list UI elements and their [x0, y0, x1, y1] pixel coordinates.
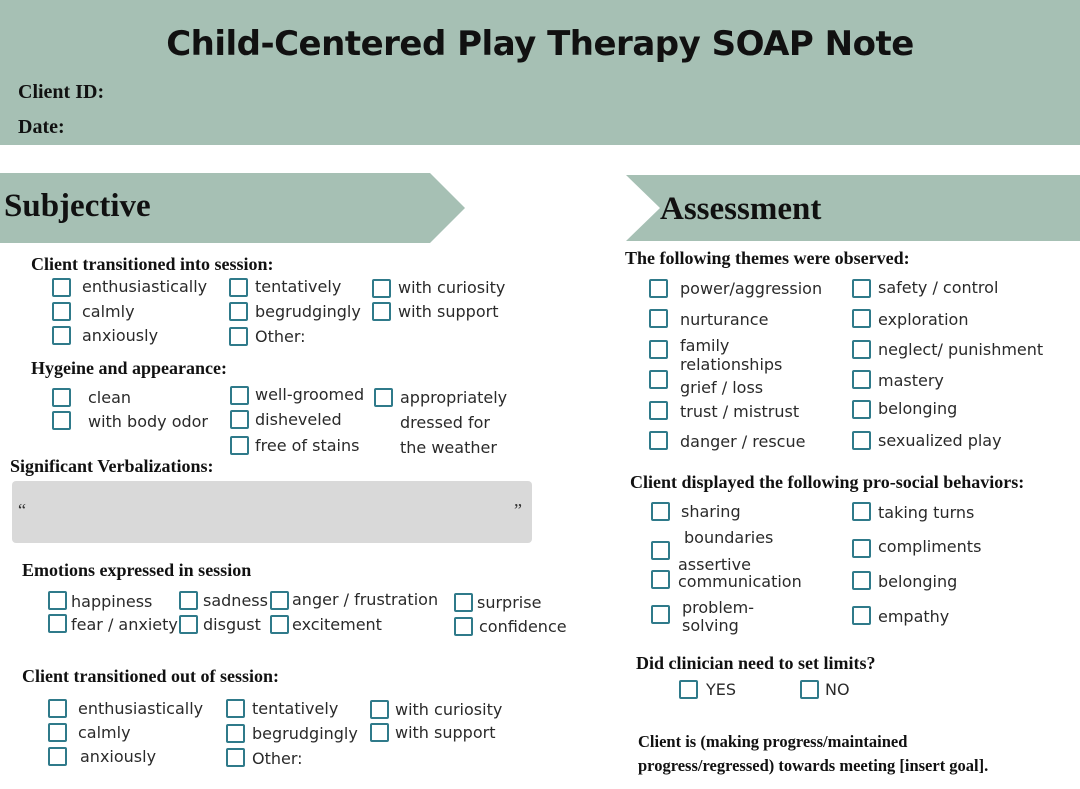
option-label: with support — [398, 302, 499, 321]
option-label: with body odor — [88, 412, 208, 431]
option-label: danger / rescue — [680, 432, 806, 451]
theme-trust-checkbox[interactable] — [649, 401, 668, 420]
limits-yes-checkbox[interactable] — [679, 680, 698, 699]
prosocial-compliments-checkbox[interactable] — [852, 539, 871, 558]
option-label: trust / mistrust — [680, 402, 800, 421]
theme-sexualized-play-checkbox[interactable] — [852, 431, 871, 450]
option-label: grief / loss — [680, 378, 764, 397]
hygiene-disheveled-checkbox[interactable] — [230, 410, 249, 429]
theme-power-checkbox[interactable] — [649, 279, 668, 298]
theme-nurturance-checkbox[interactable] — [649, 309, 668, 328]
option-label: free of stains — [255, 436, 360, 455]
hygiene-label: Hygeine and appearance: — [31, 358, 227, 378]
option-label: assertive — [678, 555, 751, 574]
transition-in-enthusiastically-checkbox[interactable] — [52, 278, 71, 297]
option-label: mastery — [878, 371, 944, 390]
theme-neglect-checkbox[interactable] — [852, 340, 871, 359]
transition-in-label: Client transitioned into session: — [31, 254, 274, 274]
option-label: begrudgingly — [255, 302, 361, 321]
limits-yes-label: YES — [706, 680, 737, 699]
transition-out-calmly-checkbox[interactable] — [48, 723, 67, 742]
option-label: safety / control — [878, 278, 999, 297]
option-label: fear / anxiety — [71, 615, 178, 634]
progress-statement — [638, 730, 988, 778]
prosocial-assertive-checkbox[interactable] — [651, 570, 670, 589]
option-label: anger / frustration — [292, 590, 439, 609]
verbalizations-label: Significant Verbalizations: — [10, 456, 214, 476]
hygiene-free-of-stains-checkbox[interactable] — [230, 436, 249, 455]
transition-out-tentatively-checkbox[interactable] — [226, 699, 245, 718]
option-label: appropriately — [400, 388, 508, 407]
subjective-heading: Subjective — [4, 188, 151, 224]
option-label: solving — [682, 616, 739, 635]
option-label: sharing — [681, 502, 741, 521]
option-label: with curiosity — [395, 700, 503, 719]
option-label: nurturance — [680, 310, 769, 329]
option-label: well-groomed — [255, 385, 365, 404]
theme-mastery-checkbox[interactable] — [852, 370, 871, 389]
theme-belonging-checkbox[interactable] — [852, 400, 871, 419]
option-label: anxiously — [80, 747, 157, 766]
option-label: problem- — [682, 598, 754, 617]
hygiene-well-groomed-checkbox[interactable] — [230, 386, 249, 405]
option-label: relationships — [680, 355, 783, 374]
option-label: surprise — [477, 593, 542, 612]
emotion-excitement-checkbox[interactable] — [270, 615, 289, 634]
transition-in-anxiously-checkbox[interactable] — [52, 326, 71, 345]
page-title: Child-Centered Play Therapy SOAP Note — [166, 24, 914, 64]
option-label: disheveled — [255, 410, 342, 429]
prosocial-empathy-checkbox[interactable] — [852, 606, 871, 625]
option-label: happiness — [71, 592, 153, 611]
option-label: Other: — [255, 327, 306, 346]
emotions-label: Emotions expressed in session — [22, 560, 252, 580]
open-quote: “ — [18, 500, 26, 520]
date-label: Date: — [18, 116, 65, 138]
progress-line-2: progress/regressed) towards meeting [insert goal]. — [638, 756, 989, 775]
theme-safety-checkbox[interactable] — [852, 279, 871, 298]
verbalizations-text-box[interactable] — [12, 481, 532, 543]
emotion-confidence-checkbox[interactable] — [454, 617, 473, 636]
emotion-surprise-checkbox[interactable] — [454, 593, 473, 612]
theme-grief-checkbox[interactable] — [649, 370, 668, 389]
option-label: empathy — [878, 607, 950, 626]
option-label: anxiously — [82, 326, 159, 345]
option-label: sexualized play — [878, 431, 1002, 450]
prosocial-boundaries-checkbox[interactable] — [651, 541, 670, 560]
client-id-label: Client ID: — [18, 81, 105, 103]
transition-out-label: Client transitioned out of session: — [22, 666, 280, 686]
option-label: enthusiastically — [78, 699, 204, 718]
close-quote: ” — [514, 500, 522, 520]
option-label: the weather — [400, 438, 497, 457]
transition-in-curiosity-checkbox[interactable] — [372, 279, 391, 298]
option-label: belonging — [878, 572, 958, 591]
option-label: excitement — [292, 615, 382, 634]
hygiene-appropriately-dressed-checkbox[interactable] — [374, 388, 393, 407]
option-label: calmly — [78, 723, 131, 742]
emotion-sadness-checkbox[interactable] — [179, 591, 198, 610]
emotion-anger-checkbox[interactable] — [270, 591, 289, 610]
limits-no-label: NO — [825, 680, 850, 699]
transition-in-support-checkbox[interactable] — [372, 302, 391, 321]
option-label: boundaries — [684, 528, 774, 547]
transition-in-tentatively-checkbox[interactable] — [229, 278, 248, 297]
option-label: power/aggression — [680, 279, 823, 298]
option-label: tentatively — [255, 277, 342, 296]
option-label: neglect/ punishment — [878, 340, 1044, 359]
transition-out-curiosity-checkbox[interactable] — [370, 700, 389, 719]
transition-in-calmly-checkbox[interactable] — [52, 302, 71, 321]
assessment-heading: Assessment — [660, 191, 822, 227]
prosocial-taking-turns-checkbox[interactable] — [852, 502, 871, 521]
option-label: disgust — [203, 615, 261, 634]
transition-out-enthusiastically-checkbox[interactable] — [48, 699, 67, 718]
emotion-disgust-checkbox[interactable] — [179, 615, 198, 634]
progress-line-1: Client is (making progress/maintained — [638, 732, 908, 751]
hygiene-clean-checkbox[interactable] — [52, 388, 71, 407]
transition-in-other-checkbox[interactable] — [229, 327, 248, 346]
limits-no-checkbox[interactable] — [800, 680, 819, 699]
option-label: clean — [88, 388, 132, 407]
option-label: with support — [395, 723, 496, 742]
emotion-happiness-checkbox[interactable] — [48, 591, 67, 610]
option-label: Other: — [252, 749, 303, 768]
option-label: taking turns — [878, 503, 975, 522]
option-label: confidence — [479, 617, 567, 636]
prosocial-sharing-checkbox[interactable] — [651, 502, 670, 521]
theme-family-checkbox[interactable] — [649, 340, 668, 359]
theme-exploration-checkbox[interactable] — [852, 309, 871, 328]
option-label: begrudgingly — [252, 724, 358, 743]
option-label: sadness — [203, 591, 268, 610]
themes-label: The following themes were observed: — [625, 248, 910, 268]
prosocial-belonging-checkbox[interactable] — [852, 571, 871, 590]
hygiene-body-odor-checkbox[interactable] — [52, 411, 71, 430]
transition-out-begrudgingly-checkbox[interactable] — [226, 724, 245, 743]
header-band — [0, 0, 1080, 145]
option-label: belonging — [878, 399, 958, 418]
option-label: compliments — [878, 537, 982, 556]
option-label: exploration — [878, 310, 969, 329]
transition-in-begrudgingly-checkbox[interactable] — [229, 302, 248, 321]
emotion-fear-checkbox[interactable] — [48, 614, 67, 633]
theme-danger-checkbox[interactable] — [649, 431, 668, 450]
prosocial-problem-solving-checkbox[interactable] — [651, 605, 670, 624]
transition-out-support-checkbox[interactable] — [370, 723, 389, 742]
limits-question: Did clinician need to set limits? — [636, 653, 876, 673]
option-label: enthusiastically — [82, 277, 208, 296]
option-label: calmly — [82, 302, 135, 321]
option-label: with curiosity — [398, 278, 506, 297]
option-label: tentatively — [252, 699, 339, 718]
prosocial-label: Client displayed the following pro-social behaviors: — [630, 472, 1025, 492]
transition-out-other-checkbox[interactable] — [226, 748, 245, 767]
transition-out-anxiously-checkbox[interactable] — [48, 747, 67, 766]
option-label: family — [680, 336, 730, 355]
option-label: dressed for — [400, 413, 490, 432]
option-label: communication — [678, 572, 802, 591]
